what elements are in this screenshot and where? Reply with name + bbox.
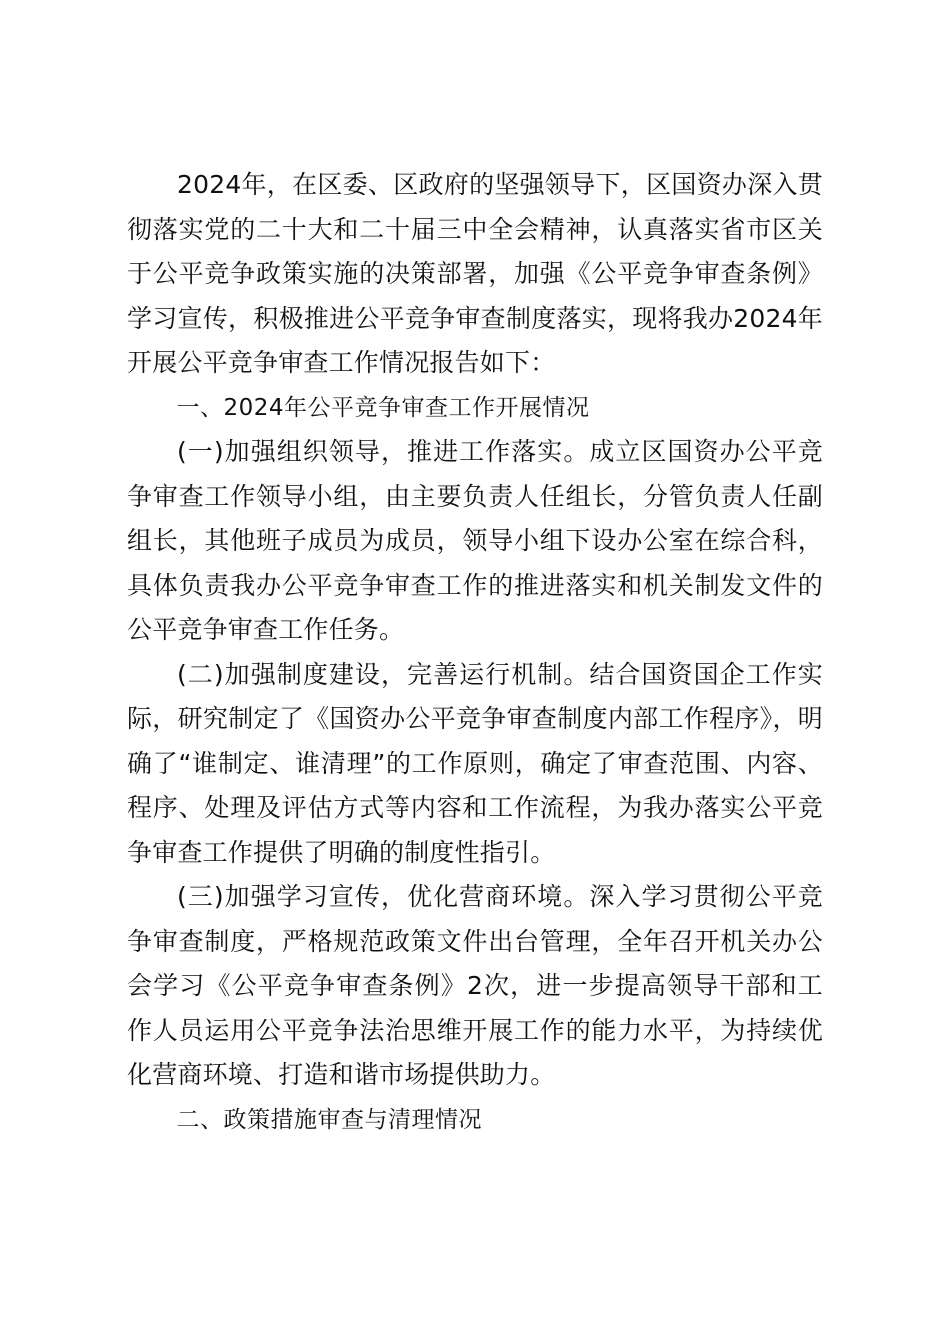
section-heading-2: 二、政策措施审查与清理情况 xyxy=(176,1106,482,1133)
intro-paragraph: 2024年，在区委、区政府的坚强领导下，区国资办深入贯彻落实党的二十大和二十届三中全会精神，认真落实省市区关于公平竞争政策实施的决策部署，加强《公平竞争审查条例》学习宣传，积极推进公平竞争审查制度落实，现将我办2024年开展公平竞争审查工作情况报告如下： xyxy=(127,170,823,377)
paragraph-study: (三)加强学习宣传，优化营商环境。深入学习贯彻公平竞争审查制度，严格规范政策文件出台管理，全年召开机关办公会学习《公平竞争审查条例》2次，进一步提高领导干部和工作人员运用公平竞争法治思维开展工作的能力水平，为持续优化营商环境、打造和谐市场提供助力。 xyxy=(127,882,823,1089)
paragraph-organization: (一)加强组织领导，推进工作落实。成立区国资办公平竞争审查工作领导小组，由主要负责人任组长，分管负责人任副组长，其他班子成员为成员，领导小组下设办公室在综合科，具体负责我办公平竞争审查工作的推进落实和机关制发文件的公平竞争审查工作任务。 xyxy=(127,437,823,644)
paragraph-system: (二)加强制度建设，完善运行机制。结合国资国企工作实际，研究制定了《国资办公平竞争审查制度内部工作程序》，明确了“谁制定、谁清理”的工作原则，确定了审查范围、内容、程序、处理及评估方式等内容和工作流程，为我办落实公平竞争审查工作提供了明确的制度性指引。 xyxy=(127,659,823,867)
section-heading-1: 一、2024年公平竞争审查工作开展情况 xyxy=(176,394,590,421)
document-body xyxy=(127,163,823,1142)
